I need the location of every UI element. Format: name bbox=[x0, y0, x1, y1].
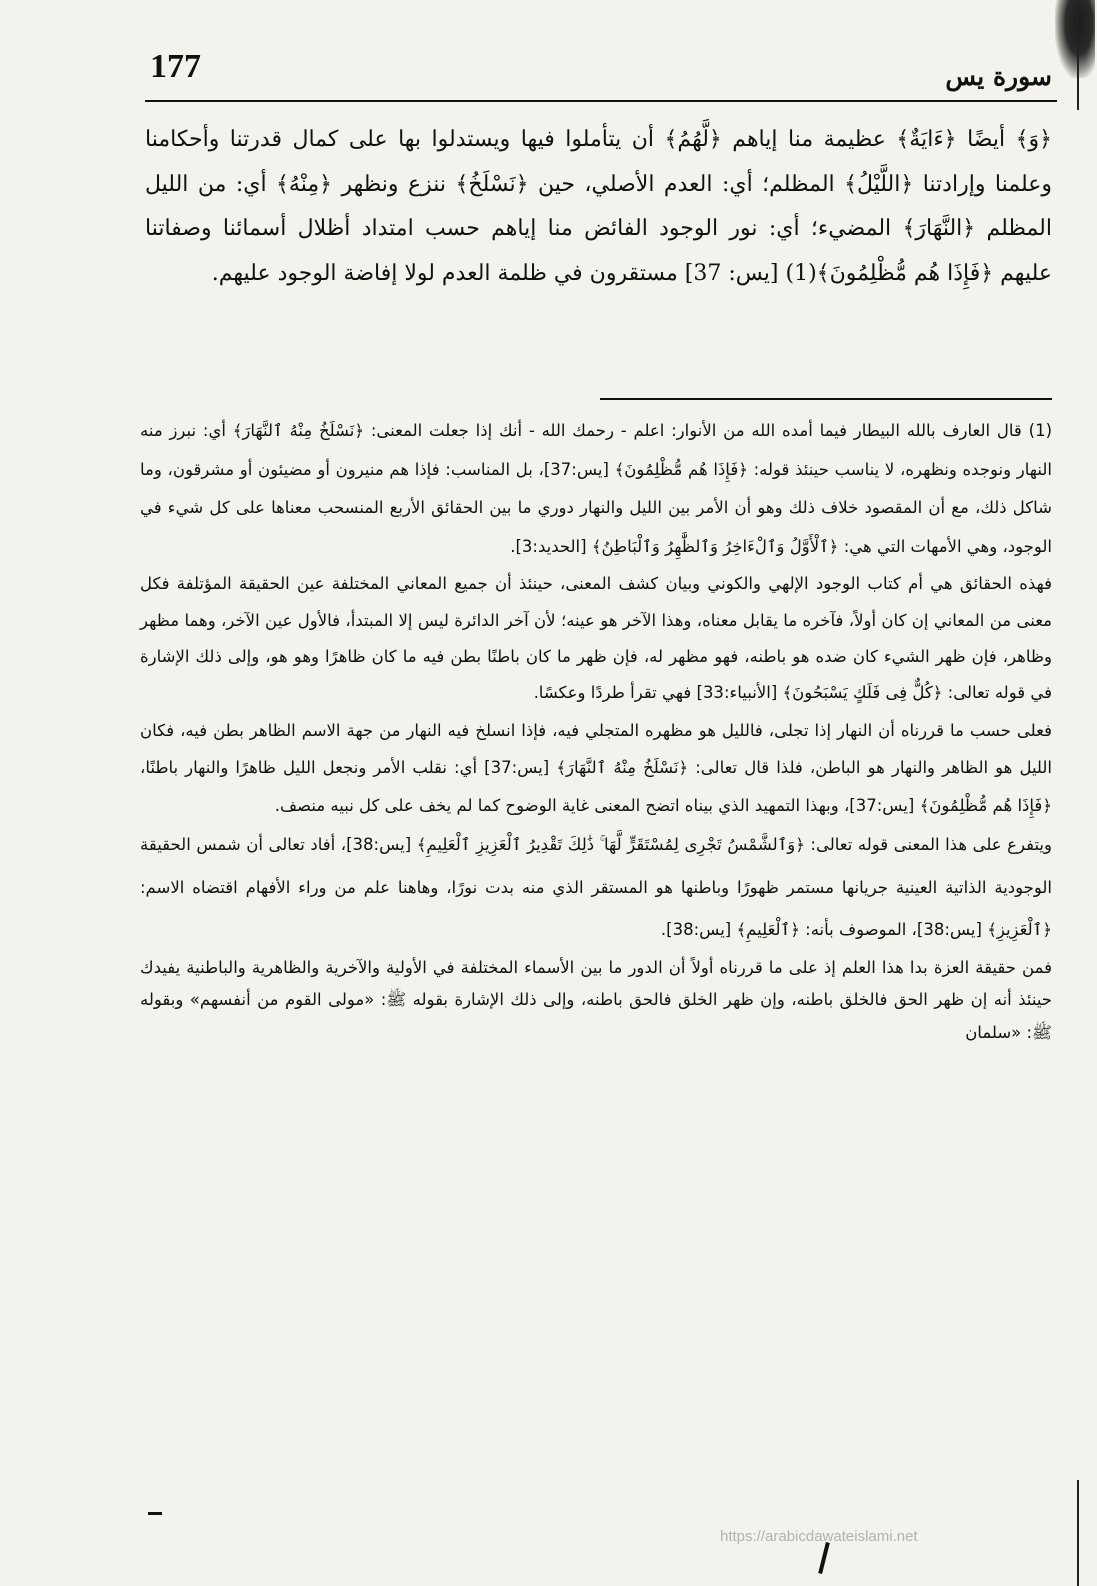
scan-ink-blot bbox=[1055, 0, 1095, 78]
footnotes bbox=[140, 412, 1052, 1049]
scan-edge-mark bbox=[1077, 0, 1079, 110]
page-number: 177 bbox=[150, 48, 201, 85]
footnote-paragraph: فعلى حسب ما قررناه أن النهار إذا تجلى، فالليل هو مظهره المتجلي فيه، فإذا انسلخ فيه النهار من جهة الاسم الظاهر بطن فيه، فكان الليل هو الظاهر والنهار هو الباطن، فلذا قال تعالى: ﴿نَسْلَخُ مِنْهُ ٱلنَّهَارَ﴾ [يس:37] أي: نقلب الأمر ونجعل الليل ظاهرًا والنهار باطنًا، ﴿فَإِذَا هُم مُّظْلِمُونَ﴾ [يس:37]، وبهذا التمهيد الذي بيناه اتضح المعنى غاية الوضوح كما لم يخف على كل نبيه منصف. bbox=[140, 720, 1052, 815]
footnote-paragraph: فهذه الحقائق هي أم كتاب الوجود الإلهي والكوني وبيان كشف المعنى، حينئذ أن جميع المعاني المختلفة عين الحقيقة المؤتلفة فكل معنى من المعاني إن كان أولاً، فآخره ما يقابل معناه، وهذا الآخر هو عينه؛ لأن آخر الدائرة ليس إلا المبتدأ، فالأول عين الآخر، وهما مظهر وظاهر، فإن ظهر الشيء كان ضده هو باطنه، فهو مظهر له، فإن ظهر ما كان باطنًا بطن فيه ما كان ظاهرًا وهو هو، وإلى ذلك الإشارة في قوله تعالى: ﴿كُلٌّ فِى فَلَكٍ يَسْبَحُونَ﴾ [الأنبياء:33] فهي تقرأ طردًا وعكسًا. bbox=[140, 574, 1052, 703]
surah-title: سورة يس bbox=[945, 62, 1052, 91]
footnote-divider bbox=[600, 398, 1052, 400]
watermark-url: https://arabicdawateislami.net bbox=[720, 1528, 918, 1545]
header-divider bbox=[145, 100, 1057, 102]
footnote-paragraph: فمن حقيقة العزة بدا هذا العلم إذ على ما قررناه أولاً أن الدور ما بين الأسماء المختلفة في الأولية والآخرية والظاهرية والباطنية يفيدك حينئذ أنه إن ظهر الحق فالخلق باطنه، وإن ظهر الخلق فالحق باطنه، وإلى ذلك الإشارة بقوله ﷺ: «مولى القوم من أنفسهم» وبقوله ﷺ: «سلمان bbox=[140, 958, 1052, 1042]
main-paragraph: ﴿وَ﴾ أيضًا ﴿ءَايَةٌ﴾ عظيمة منا إياهم ﴿لَّهُمُ﴾ أن يتأملوا فيها ويستدلوا بها على كمال قدرتنا وأحكامنا وعلمنا وإرادتنا ﴿اللَّيْلُ﴾ المظلم؛ أي: العدم الأصلي، حين ﴿نَسْلَخُ﴾ ننزع ونظهر ﴿مِنْهُ﴾ أي: من الليل المظلم ﴿النَّهَارَ﴾ المضيء؛ أي: نور الوجود الفائض منا إياهم حسب امتداد أظلال أسمائنا وصفاتنا عليهم ﴿فَإِذَا هُم مُّظْلِمُونَ﴾(1) [يس: 37] مستقرون في ظلمة العدم لولا إفاضة الوجود عليهم. bbox=[145, 127, 1052, 286]
scan-edge-mark bbox=[1077, 1480, 1079, 1586]
footnote-paragraph: ويتفرع على هذا المعنى قوله تعالى: ﴿وَٱلشَّمْسُ تَجْرِى لِمُسْتَقَرٍّ لَّهَا ۚ ذَٰلِكَ تَقْدِيرُ ٱلْعَزِيزِ ٱلْعَلِيمِ﴾ [يس:38]، أفاد تعالى أن شمس الحقيقة الوجودية الذاتية العينية جريانها مستمر ظهورًا وباطنها هو المستقر الذي منه بدت نورًا، وهاهنا علم من وراء الأفهام اقتضاه الاسم: ﴿ٱلْعَزِيزِ﴾ [يس:38]، الموصوف بأنه: ﴿ٱلْعَلِيمِ﴾ [يس:38]. bbox=[140, 835, 1052, 940]
main-body-text bbox=[145, 118, 1052, 296]
scan-pen-mark bbox=[818, 1542, 830, 1574]
footnote-paragraph: (1) قال العارف بالله البيطار فيما أمده الله من الأنوار: اعلم - رحمك الله - أنك إذا جعلت المعنى: ﴿نَسْلَخُ مِنْهُ ٱلنَّهَارَ﴾ أي: نبرز منه النهار ونوجده ونظهره، لا يناسب حينئذ قوله: ﴿فَإِذَا هُم مُّظْلِمُونَ﴾ [يس:37]، بل المناسب: فإذا هم منيرون أو مضيئون أو مشرقون، وما شاكل ذلك، مع أن المقصود خلاف ذلك وهو أن الأمر بين الليل والنهار دوري ما بين الحقائق الأربع المنسحب معناها على كل شيء في الوجود، وهي الأمهات التي هي: ﴿ٱلْأَوَّلُ وَٱلْءَاخِرُ وَٱلظَّٰهِرُ وَٱلْبَاطِنُ﴾ [الحديد:3]. bbox=[140, 421, 1052, 556]
continuation-dash bbox=[148, 1512, 162, 1515]
